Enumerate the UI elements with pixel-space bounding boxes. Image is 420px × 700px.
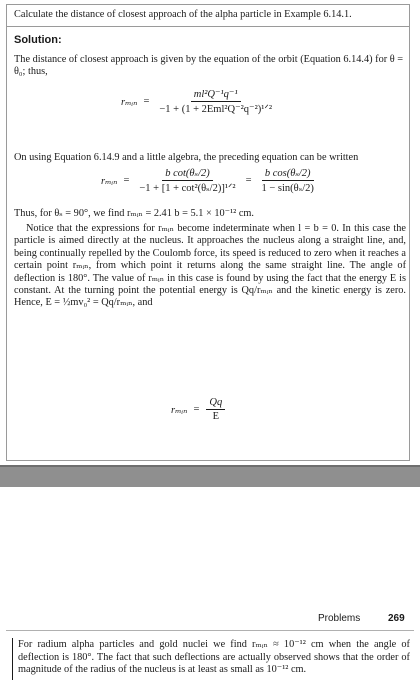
question-text: Calculate the distance of closest approach of the alpha particle in Example 6.14.1.: [14, 9, 352, 20]
fraction-denominator: −1 + (1 + 2Eml²Q⁻²q⁻²)¹ᐟ²: [159, 104, 272, 115]
fraction-denominator: −1 + [1 + cot²(θₛ/2)]¹ᐟ²: [139, 183, 236, 194]
equation-rmin-orbit: [118, 88, 279, 115]
solution-paragraph-2: On using Equation 6.14.9 and a little algebra, the preceding equation can be written: [14, 152, 359, 163]
running-head-label: Problems: [318, 613, 361, 624]
continuation-paragraph: For radium alpha particles and gold nuclei we find rₘᵢₙ ≈ 10⁻¹² cm when the angle of deflection is 180°. The fact that such deflections are actually observed shows that the order of magnitude of the radius of the nucleus is at least as small as 10⁻¹² cm.: [18, 639, 410, 676]
equation-lhs: rₘᵢₙ: [101, 175, 118, 187]
question-divider: [6, 26, 410, 27]
equation-rmin-energy: [168, 397, 229, 422]
fraction-cot: [136, 167, 238, 194]
equation-lhs: rₘᵢₙ: [121, 96, 138, 108]
page-separator-band: [0, 465, 420, 487]
equals-sign: =: [143, 96, 150, 107]
equals-sign: =: [123, 175, 130, 186]
fraction: [206, 397, 225, 422]
fraction-denominator: 1 − sin(θₛ/2): [261, 183, 314, 194]
fraction-numerator: b cos(θₛ/2): [262, 167, 314, 181]
solution-paragraph-3: Thus, for θₛ = 90°, we find rₘᵢₙ = 2.41 b = 5.1 × 10⁻¹² cm.: [14, 208, 254, 219]
continuation-marker-bar: [12, 638, 13, 680]
equals-sign: =: [245, 175, 252, 186]
fraction-cos: [259, 167, 317, 194]
solution-heading: Solution:: [14, 34, 62, 46]
fraction-numerator: b cot(θₛ/2): [162, 167, 213, 181]
page-number: 269: [388, 613, 405, 624]
equation-lhs: rₘᵢₙ: [171, 404, 188, 416]
fraction-numerator: ml²Q⁻¹q⁻¹: [191, 88, 241, 102]
band-edge: [0, 465, 420, 467]
solution-paragraph-1: The distance of closest approach is given by the equation of the orbit (Equation 6.14.4) for θ = θ₀; thus,: [14, 54, 404, 78]
solution-paragraph-4: Notice that the expressions for rₘᵢₙ become indeterminate when l = b = 0. In this case the particle is aimed directly at the nucleus. It approaches the nucleus along a straight line, and, being continually repelled by the Coulomb force, its speed is reduced to zero when it reaches a certain point rₘᵢₙ, from which point it returns along the same straight line. The angle of deflection is 180°. The value of rₘᵢₙ in this case is found by using the fact that the energy E is constant. At the turning point the potential energy is Qq/rₘᵢₙ and the kinetic energy is zero. Hence, E = ½mv₀² = Qq/rₘᵢₙ, and: [14, 223, 406, 309]
running-head-rule: [6, 630, 414, 631]
fraction-numerator: Qq: [206, 397, 225, 410]
fraction: [156, 88, 275, 115]
equation-rmin-cot: [98, 167, 321, 194]
fraction-denominator: E: [212, 411, 219, 422]
equals-sign: =: [193, 404, 200, 415]
